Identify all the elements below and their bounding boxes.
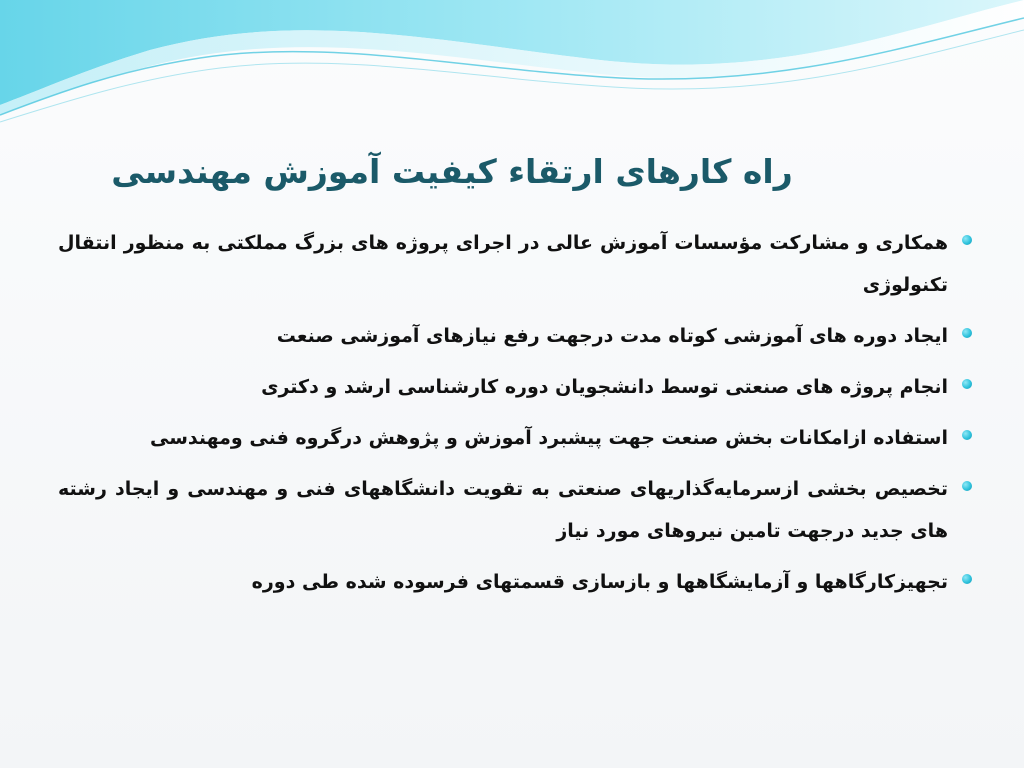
header-wave-decoration (0, 0, 1024, 140)
bullet-dot-icon (962, 574, 972, 584)
bullet-text: تخصیص بخشی ازسرمایه‌گذاریهای صنعتی به تقویت دانشگاههای فنی و مهندسی و ایجاد رشته های جدید درجهت تامین نیروهای مورد نیاز (58, 478, 948, 542)
bullet-text: انجام پروژه های صنعتی توسط دانشجویان دوره کارشناسی ارشد و دکتری (261, 376, 948, 398)
bullet-text: همکاری و مشارکت مؤسسات آموزش عالی در اجرای پروژه های بزرگ مملکتی به منظور انتقال تکنولوژی (58, 232, 948, 296)
bullet-item (58, 468, 948, 552)
bullet-text: ایجاد دوره های آموزشی کوتاه مدت درجهت رفع نیازهای آموزشی صنعت (276, 325, 948, 347)
slide-title: راه کارهای ارتقاء کیفیت آموزش مهندسی (111, 152, 793, 191)
bullet-item (58, 561, 948, 603)
bullet-text: تجهیزکارگاهها و آزمایشگاهها و بازسازی قسمتهای فرسوده شده طی دوره (251, 571, 948, 593)
bullet-dot-icon (962, 379, 972, 389)
bullet-list (58, 222, 948, 612)
bullet-item (58, 315, 948, 357)
bullet-dot-icon (962, 235, 972, 245)
bullet-item (58, 222, 948, 306)
bullet-dot-icon (962, 328, 972, 338)
bullet-dot-icon (962, 430, 972, 440)
bullet-text: استفاده ازامکانات بخش صنعت جهت پیشبرد آموزش و پژوهش درگروه فنی ومهندسی (149, 427, 948, 449)
bullet-item (58, 366, 948, 408)
bullet-item (58, 417, 948, 459)
bullet-dot-icon (962, 481, 972, 491)
